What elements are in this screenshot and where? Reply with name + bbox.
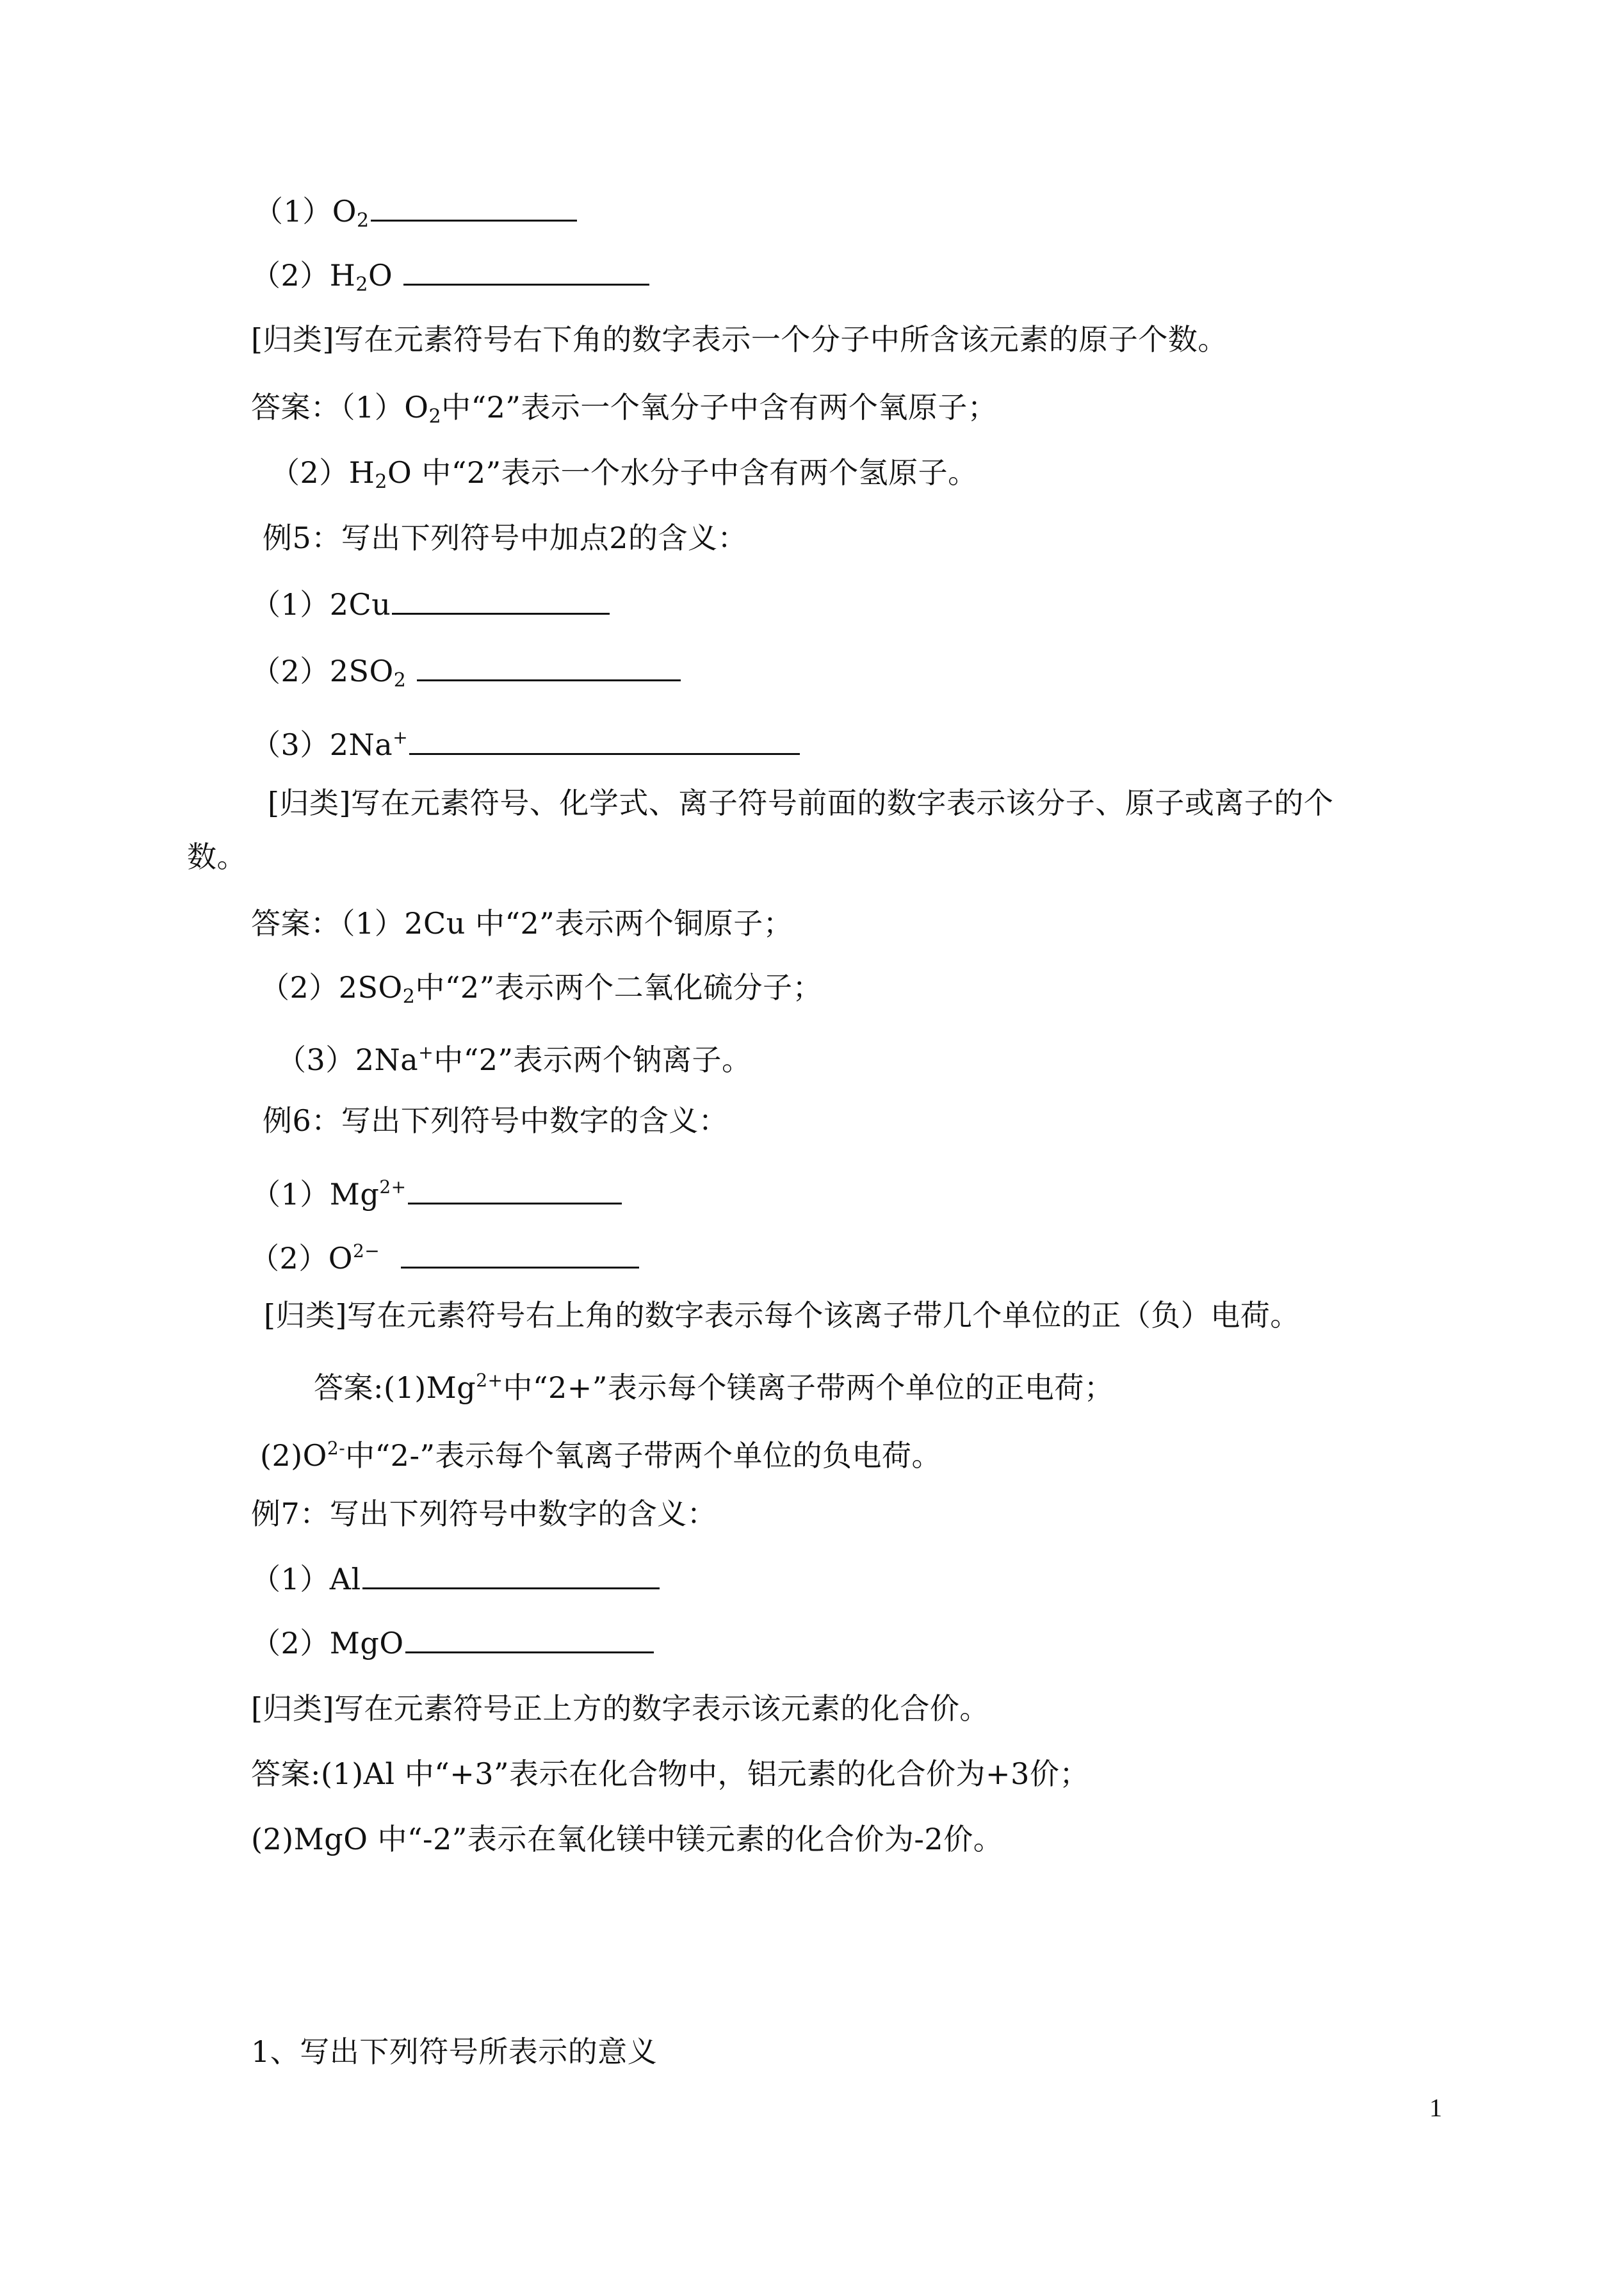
example-5-heading: 例5：写出下列符号中加点2的含义： — [263, 521, 748, 555]
answer-blank — [405, 1626, 654, 1653]
answer-o2: 答案：$(1)O_2$中“2”表示一个氧分子中含有两个氧原子； — [251, 390, 998, 428]
example-6-heading: 例6：写出下列符号中数字的含义： — [263, 1103, 729, 1138]
answer-blank — [408, 1177, 622, 1204]
question-al: （1）Al — [251, 1560, 660, 1598]
rule-coefficient: [归类]写在元素符号、化学式、离子符号前面的数字表示该分子、原子或离子的个 — [268, 786, 1334, 820]
example-7-heading: 例7：写出下列符号中数字的含义： — [251, 1496, 717, 1531]
answer-blank — [409, 727, 800, 755]
question-2na: （3）2Na+ — [251, 718, 800, 764]
rule-valence: [归类]写在元素符号正上方的数字表示该元素的化合价。 — [251, 1691, 989, 1726]
answer-h2o: $(2)H_2O$ 中“2”表示一个水分子中含有两个氢原子。 — [270, 455, 978, 493]
question-o2: $(1)O_2$ — [254, 192, 577, 240]
exercise-1-heading: 1、写出下列符号所表示的意义 — [251, 2034, 658, 2069]
question-2cu: （1）2Cu — [251, 585, 610, 624]
rule-superscript: [归类]写在元素符号右上角的数字表示每个该离子带几个单位的正（负）电荷。 — [264, 1298, 1300, 1333]
page-number: 1 — [1429, 2093, 1442, 2122]
answer-2so2: $(2)2SO_2$中“2”表示两个二氧化硫分子； — [260, 970, 823, 1008]
answer-mg2: 答案$:(1)Mg^{2+}$中“2+”表示每个镁离子带两个单位的正电荷； — [314, 1370, 1114, 1405]
answer-blank — [401, 1241, 639, 1269]
answer-al: 答案:(1)Al 中“+3”表示在化合物中，铝元素的化合价为+3价； — [251, 1756, 1089, 1791]
answer-2na: （3）2Na+中“2”表示两个钠离子。 — [277, 1042, 752, 1077]
answer-blank — [371, 194, 577, 222]
rule-subscript: [归类]写在元素符号右下角的数字表示一个分子中所含该元素的原子个数。 — [251, 322, 1228, 357]
answer-mgo: (2)MgO 中“-2”表示在氧化镁中镁元素的化合价为-2价。 — [251, 1822, 1003, 1856]
question-mg2: $(1)Mg^{2+}$ — [251, 1168, 622, 1213]
answer-blank — [362, 1562, 660, 1589]
answer-2cu: 答案：（1）2Cu 中“2”表示两个铜原子； — [251, 906, 793, 941]
question-mgo: （2）MgO — [251, 1624, 654, 1662]
answer-blank — [403, 258, 649, 286]
rule-coefficient-cont: 数。 — [187, 839, 247, 874]
question-o2minus: $(2)O^{2-}$ — [250, 1232, 639, 1277]
question-2so2: $(2)2SO_2$ — [251, 652, 681, 700]
question-h2o: $(2)H_2O$ — [251, 256, 649, 304]
answer-o2minus: $(2)O^{2-}$中“2-”表示每个氧离子带两个单位的负电荷。 — [260, 1438, 941, 1473]
answer-blank — [417, 654, 681, 681]
answer-blank — [392, 587, 610, 615]
